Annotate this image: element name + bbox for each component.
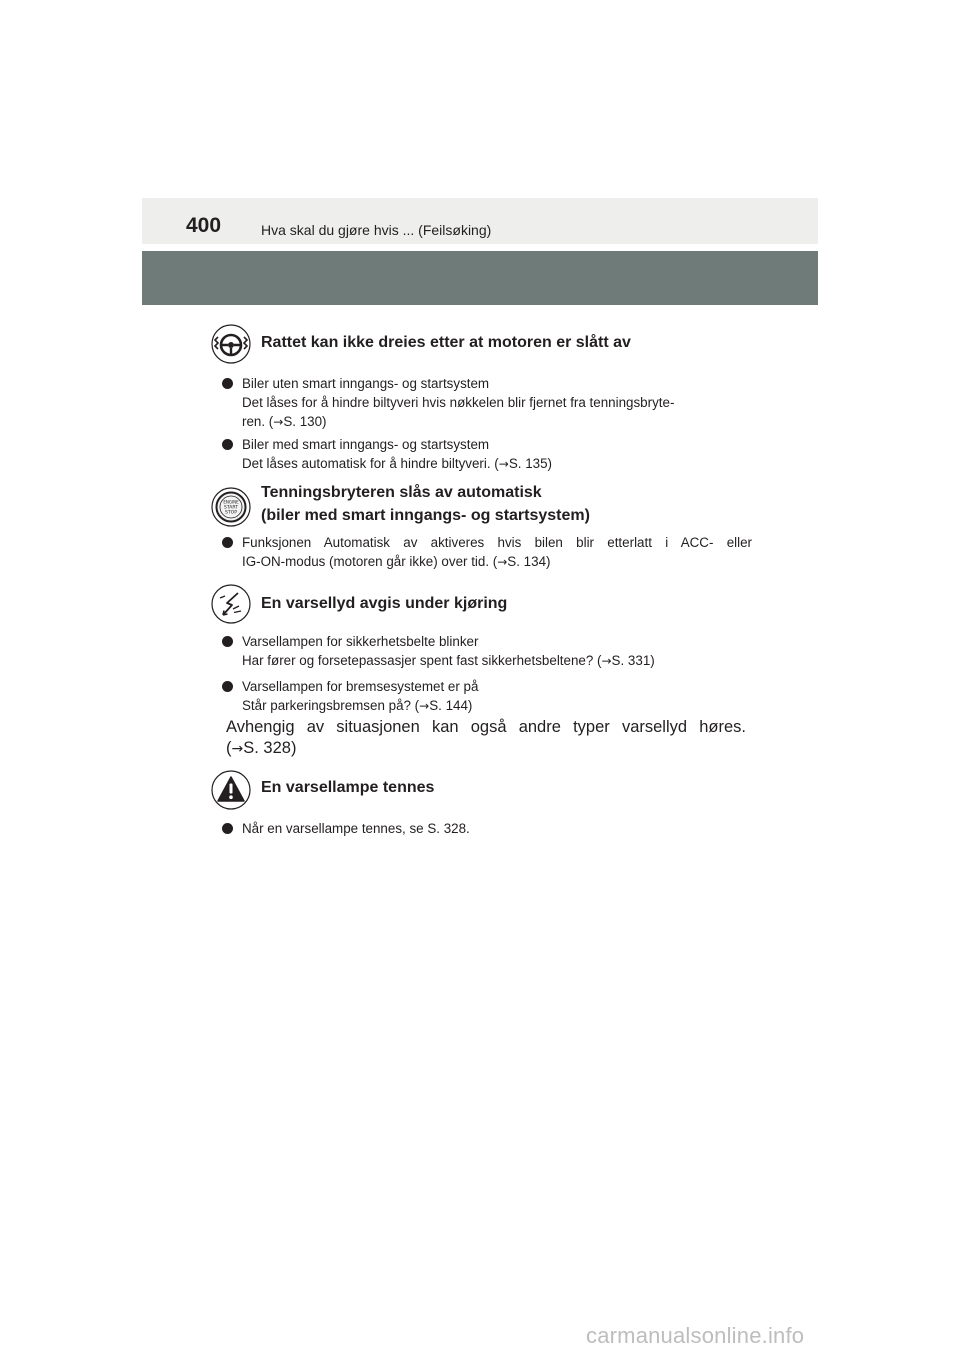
page-reference: S. 328) (243, 739, 297, 757)
reference-arrow: → (601, 654, 612, 668)
page-number: 400 (186, 214, 222, 237)
warning-buzzer-icon (211, 584, 251, 624)
bullet-title: Biler uten smart inngangs- og startsystem (242, 376, 490, 391)
bullet-text: Har fører og forsetepassasjer spent fast sikkerhetsbeltene? ( (242, 653, 602, 668)
bullet-item (222, 677, 752, 716)
bullet-text: ren. ( (242, 414, 274, 429)
section-heading-warning-lamp: En varsellampe tennes (261, 779, 435, 796)
bullet-text: Funksjonen Automatisk av aktiveres hvis bilen blir etterlatt i ACC- eller (242, 535, 752, 550)
bullet-dot (222, 378, 233, 389)
engine-start-stop-button-icon (211, 487, 251, 527)
steering-lock-icon (211, 324, 251, 364)
bullet-title: Varsellampen for sikkerhetsbelte blinker (242, 634, 479, 649)
bullet-item (222, 819, 752, 838)
note-paragraph (226, 717, 746, 760)
page-reference: S. 135) (508, 456, 553, 471)
bullet-text: Står parkeringsbremsen på? ( (242, 698, 420, 713)
reference-arrow: → (498, 457, 509, 471)
bullet-title: Biler med smart inngangs- og startsystem (242, 437, 490, 452)
running-title: Hva skal du gjøre hvis ... (Feilsøking) (261, 222, 492, 238)
section-heading-steering: Rattet kan ikke dreies etter at motoren er slått av (261, 334, 631, 351)
start-label: START (223, 505, 239, 511)
section-heading-ignition: Tenningsbryteren slås av automatisk (261, 484, 542, 501)
bullet-dot (222, 537, 233, 548)
bullet-text: Det låses automatisk for å hindre biltyveri. ( (242, 456, 499, 471)
reference-arrow: → (231, 741, 244, 757)
note-text: ( (226, 739, 232, 757)
bullet-item (222, 632, 752, 671)
bullet-text: Det låses for å hindre biltyveri hvis nøkkelen blir fjernet fra tenningsbryte- (242, 395, 675, 410)
bullet-dot (222, 439, 233, 450)
reference-arrow: → (273, 415, 284, 429)
section-heading-buzzer: En varsellyd avgis under kjøring (261, 595, 508, 612)
bullet-text: Når en varsellampe tennes, se S. 328. (242, 821, 470, 836)
bullet-title: Varsellampen for bremsesystemet er på (242, 679, 479, 694)
section-heading-ignition-sub: (biler med smart inngangs- og startsystem) (261, 507, 590, 524)
warning-triangle-icon (211, 770, 251, 810)
bullet-text: IG-ON-modus (motoren går ikke) over tid. ( (242, 554, 498, 569)
page-reference: S. 331) (611, 653, 655, 668)
reference-arrow: → (419, 699, 430, 713)
bullet-item (222, 374, 752, 432)
stop-label: STOP (224, 510, 238, 516)
watermark: carmanualsonline.info (586, 1323, 805, 1348)
engine-label: ENGINE (223, 499, 239, 505)
bullet-dot (222, 636, 233, 647)
chapter-band (142, 251, 818, 305)
bullet-item (222, 435, 752, 474)
reference-arrow: → (497, 555, 508, 569)
bullet-dot (222, 823, 233, 834)
page-reference: S. 134) (507, 554, 551, 569)
bullet-item (222, 533, 752, 572)
bullet-dot (222, 681, 233, 692)
page-reference: S. 144) (429, 698, 473, 713)
note-text: Avhengig av situasjonen kan også andre typer varsellyd høres. (226, 718, 746, 736)
page-reference: S. 130) (283, 414, 327, 429)
